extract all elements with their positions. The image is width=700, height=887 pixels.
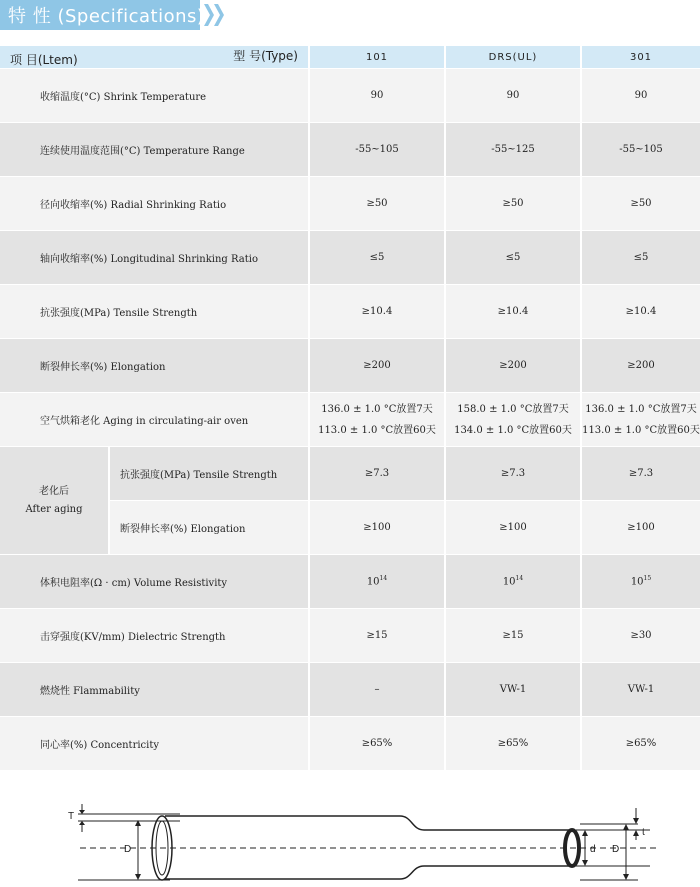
aging-line: 136.0 ± 1.0 °C放置7天 (585, 403, 697, 415)
cell-value (308, 555, 444, 609)
cell-value: ≥10.4 (580, 285, 700, 339)
table-row (0, 663, 700, 717)
power-exponent: 14 (379, 575, 388, 583)
cell-value: ≤5 (308, 231, 444, 285)
row-label: 同心率(%) Concentricity (0, 717, 308, 771)
table-row (0, 555, 700, 609)
cell-value: ≥50 (308, 177, 444, 231)
tube-dimension-diagram (60, 800, 660, 885)
header-row (0, 46, 700, 69)
dim-label-t: t (642, 827, 645, 838)
cell-value: -55~105 (580, 123, 700, 177)
cell-value: ≥30 (580, 609, 700, 663)
arrow-head (623, 874, 629, 880)
cell-value (444, 555, 580, 609)
table-row (0, 231, 700, 285)
row-label: 轴向收缩率(%) Longitudinal Shrinking Ratio (0, 231, 308, 285)
cell-value: ≥7.3 (580, 447, 700, 501)
chevron-right-icon (204, 4, 214, 26)
cell-value: ≥7.3 (308, 447, 444, 501)
cell-value: ≥100 (444, 501, 580, 555)
cell-value: ≥15 (308, 609, 444, 663)
table-row (0, 717, 700, 771)
power-base: 10 (366, 576, 380, 588)
group-label-zh: 老化后 (39, 485, 69, 497)
row-label: 抗张强度(MPa) Tensile Strength (110, 447, 308, 501)
aging-line: 134.0 ± 1.0 °C放置60天 (454, 424, 572, 436)
cell-value (308, 393, 444, 447)
row-label: 径向收缩率(%) Radial Shrinking Ratio (0, 177, 308, 231)
table-row (0, 447, 700, 501)
after-aging-group (0, 447, 110, 555)
cell-value: 90 (308, 69, 444, 123)
row-label: 连续使用温度范围(°C) Temperature Range (0, 123, 308, 177)
model-301: 301 (580, 46, 700, 69)
cell-value: VW-1 (580, 663, 700, 717)
table-row-aging (0, 393, 700, 447)
aging-line: 113.0 ± 1.0 °C放置60天 (582, 424, 700, 436)
arrow-head (633, 818, 639, 824)
row-label: 断裂伸长率(%) Elongation (0, 339, 308, 393)
row-label: 收缩温度(°C) Shrink Temperature (0, 69, 308, 123)
tube-outline-bottom (165, 866, 570, 879)
item-label: 项 目(Ltem) (10, 53, 78, 67)
cell-value (580, 393, 700, 447)
model-drs: DRS(UL) (444, 46, 580, 69)
arrow-head (79, 821, 85, 825)
arrow-head (79, 810, 85, 814)
power-exponent: 14 (515, 575, 524, 583)
cell-value: ≥200 (444, 339, 580, 393)
table-row (0, 123, 700, 177)
cell-value: ≥100 (580, 501, 700, 555)
section-banner (0, 0, 232, 30)
cell-value (444, 393, 580, 447)
row-label: 体积电阻率(Ω · cm) Volume Resistivity (0, 555, 308, 609)
table-row (0, 285, 700, 339)
cell-value: ≥50 (580, 177, 700, 231)
table-row (0, 69, 700, 123)
arrow-head (582, 830, 588, 836)
row-label: 燃烧性 Flammability (0, 663, 308, 717)
table-row (0, 609, 700, 663)
table-row (0, 339, 700, 393)
cell-value: -55~105 (308, 123, 444, 177)
chevron-right-icon (214, 4, 224, 26)
cell-value: ≥65% (444, 717, 580, 771)
cell-value: ≥100 (308, 501, 444, 555)
cell-value (580, 555, 700, 609)
type-label: 型 号(Type) (233, 49, 298, 63)
row-label: 断裂伸长率(%) Elongation (110, 501, 308, 555)
cell-value: ≥200 (308, 339, 444, 393)
group-label-en: After aging (25, 503, 83, 515)
tube-outline-top (165, 816, 570, 830)
spec-table (0, 46, 700, 771)
cell-value: ≥65% (580, 717, 700, 771)
cell-value: ≥10.4 (308, 285, 444, 339)
dim-label-D: D (124, 844, 132, 855)
row-label: 抗张强度(MPa) Tensile Strength (0, 285, 308, 339)
cell-value: ≥200 (580, 339, 700, 393)
aging-line: 136.0 ± 1.0 °C放置7天 (321, 403, 433, 415)
cell-value: 90 (580, 69, 700, 123)
model-101: 101 (308, 46, 444, 69)
cell-value: ≤5 (444, 231, 580, 285)
cell-value: ≤5 (580, 231, 700, 285)
cell-value: ≥15 (444, 609, 580, 663)
corner-cell (0, 46, 308, 69)
row-label: 空气烘箱老化 Aging in circulating-air oven (0, 393, 308, 447)
aging-line: 158.0 ± 1.0 °C放置7天 (457, 403, 569, 415)
dim-label-T: T (68, 811, 75, 822)
cell-value: ≥65% (308, 717, 444, 771)
row-label: 击穿强度(KV/mm) Dielectric Strength (0, 609, 308, 663)
table-row (0, 177, 700, 231)
cell-value: ≥50 (444, 177, 580, 231)
arrow-head (135, 874, 141, 880)
cell-value: ≥7.3 (444, 447, 580, 501)
cell-value: 90 (444, 69, 580, 123)
section-title: 特 性 (Specifications) (8, 6, 205, 27)
dim-label-D-right: D (612, 844, 620, 855)
power-base: 10 (502, 576, 516, 588)
dim-label-d: d (590, 844, 596, 855)
cell-value: -55~125 (444, 123, 580, 177)
aging-line: 113.0 ± 1.0 °C放置60天 (318, 424, 436, 436)
arrow-head (633, 830, 639, 836)
power-base: 10 (630, 576, 644, 588)
cell-value: ≥10.4 (444, 285, 580, 339)
cell-value: VW-1 (444, 663, 580, 717)
cell-value: – (308, 663, 444, 717)
arrow-head (582, 860, 588, 866)
arrow-head (623, 824, 629, 830)
power-exponent: 15 (643, 575, 652, 583)
